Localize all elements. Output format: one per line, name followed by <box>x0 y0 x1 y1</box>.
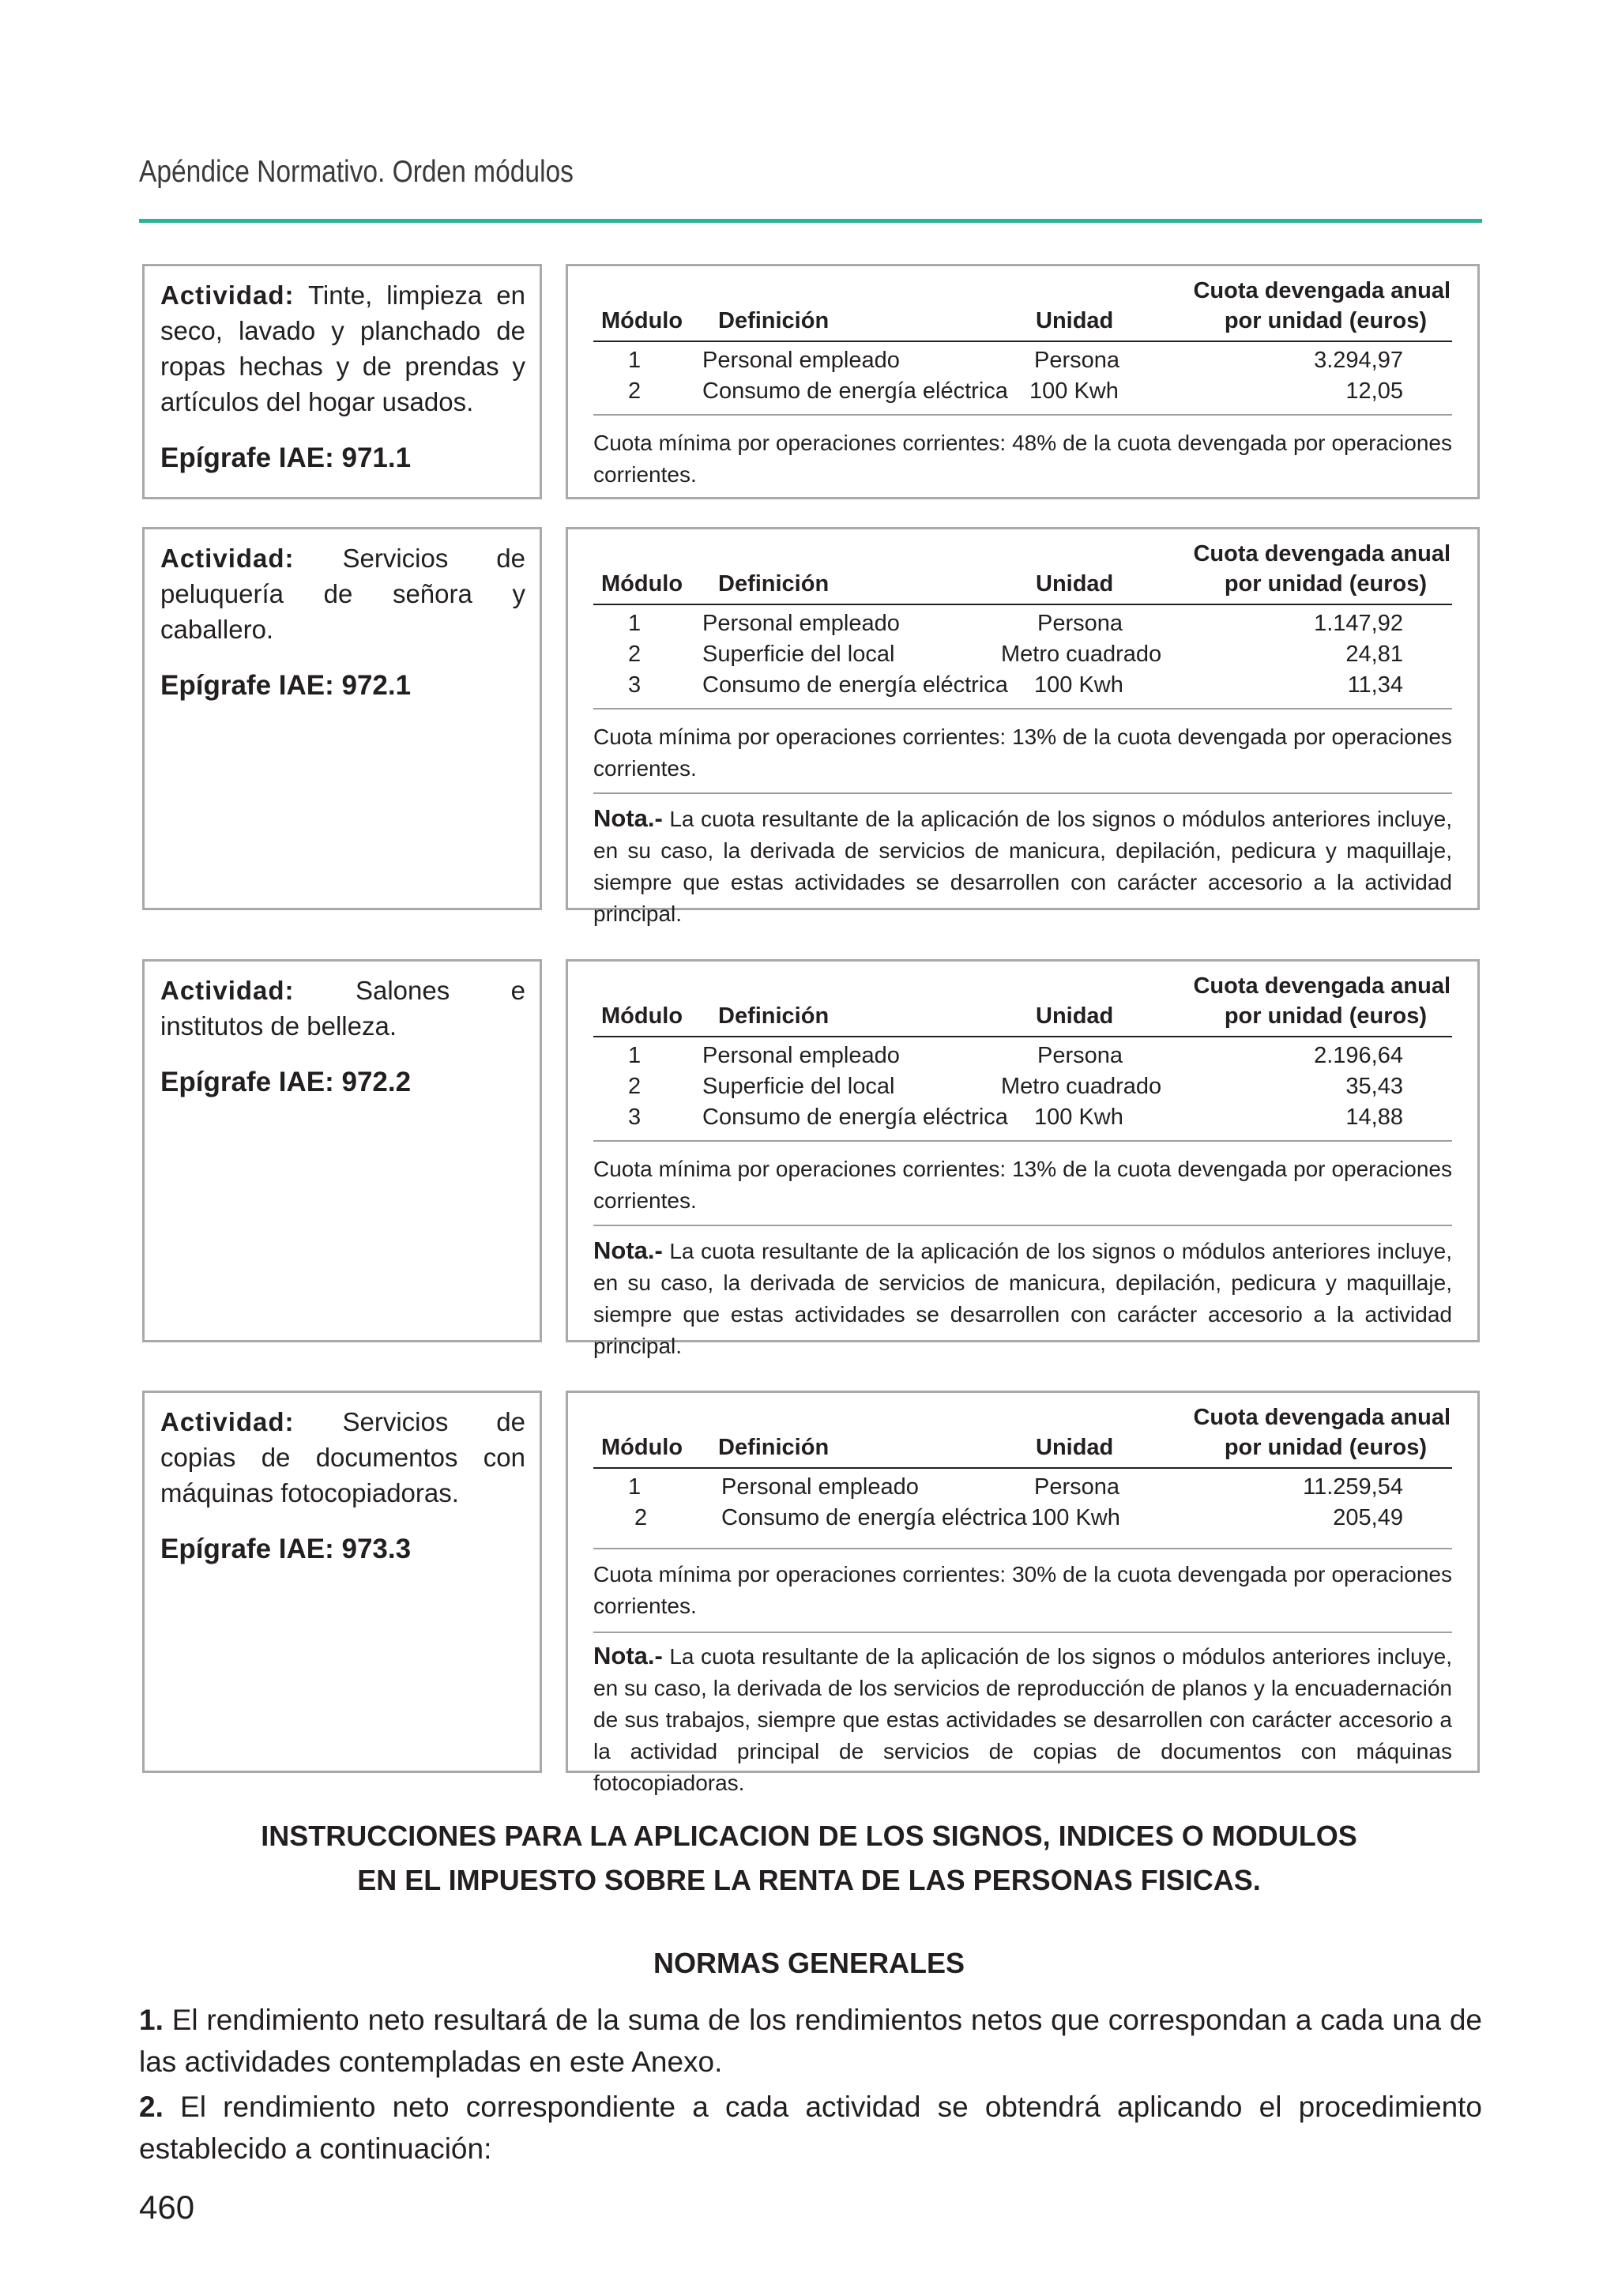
instructions-heading: INSTRUCCIONES PARA LA APLICACION DE LOS SIGNOS, INDICES O MODULOS EN EL IMPUESTO SOBRE LA RENTA DE LAS PERSONAS FISICAS. <box>261 1820 1357 1896</box>
section-rule <box>593 1225 1452 1226</box>
table-row: 2 Consumo de energía eléctrica 100 Kwh 205,49 <box>634 1505 1403 1530</box>
col-cuota-2: por unidad (euros) <box>1224 571 1427 597</box>
table-row: 1 Personal empleado Persona 11.259,54 <box>628 1474 1403 1500</box>
col-unidad: Unidad <box>1036 308 1114 333</box>
table-rule <box>593 341 1452 342</box>
table-row: 3 Consumo de energía eléctrica 100 Kwh 14,88 <box>628 1105 1403 1130</box>
section-rule <box>593 1632 1452 1633</box>
cuota-minima: Cuota mínima por operaciones corrientes: 13% de la cuota devengada por operaciones corrientes. <box>593 725 1452 781</box>
table-row: 2 Consumo de energía eléctrica 100 Kwh 12,05 <box>628 378 1403 404</box>
col-cuota-1: Cuota devengada anual <box>1193 1405 1451 1430</box>
col-cuota-2: por unidad (euros) <box>1224 1003 1427 1029</box>
col-unidad: Unidad <box>1036 1003 1114 1029</box>
cuota-minima: Cuota mínima por operaciones corrientes: 30% de la cuota devengada por operaciones corrientes. <box>593 1562 1452 1618</box>
col-cuota-2: por unidad (euros) <box>1224 308 1427 333</box>
col-modulo: Módulo <box>601 1003 683 1029</box>
section-rule <box>593 1140 1452 1142</box>
col-unidad: Unidad <box>1036 571 1114 597</box>
activity-description: Actividad: Servicios de copias de documentos con máquinas fotocopiadoras. <box>160 1407 526 1507</box>
col-definicion: Definición <box>718 308 830 333</box>
epigrafe-label: Epígrafe IAE: 971.1 <box>160 442 412 473</box>
modules-box-1 <box>566 264 1480 499</box>
col-unidad: Unidad <box>1036 1435 1114 1460</box>
col-cuota-2: por unidad (euros) <box>1224 1435 1427 1460</box>
col-definicion: Definición <box>718 1435 830 1460</box>
epigrafe-label: Epígrafe IAE: 972.1 <box>160 670 412 701</box>
nota: Nota.- La cuota resultante de la aplicación de los signos o módulos anteriores incluye, en su caso, la derivada de servicios de manicura, depilación, pedicura y maquillaje, siempre que estas actividades se desarrollen con carácter accesorio a la actividad principal. <box>593 1236 1452 1358</box>
section-rule <box>593 708 1452 710</box>
table-row: 1 Personal empleado Persona 3.294,97 <box>628 348 1403 373</box>
epigrafe-label: Epígrafe IAE: 973.3 <box>160 1534 412 1564</box>
table-rule <box>593 1467 1452 1469</box>
running-header: Apéndice Normativo. Orden módulos <box>139 155 574 189</box>
nota: Nota.- La cuota resultante de la aplicación de los signos o módulos anteriores incluye, en su caso, la derivada de servicios de manicura, depilación, pedicura y maquillaje, siempre que estas actividades se desarrollen con carácter accesorio a la actividad principal. <box>593 804 1452 926</box>
nota: Nota.- La cuota resultante de la aplicación de los signos o módulos anteriores incluye, en su caso, la derivada de los servicios de reproducción de planos y la encuadernación de sus trabajos, siempre que estas actividades se desarrollen con carácter accesorio a la actividad principal de servicios de copias de documentos con máquinas fotocopiadoras. <box>593 1642 1452 1795</box>
paragraph-2: 2. El rendimiento neto correspondiente a cada actividad se obtendrá aplicando el procedimiento establecido a continuación: <box>139 2091 1482 2165</box>
activity-description: Actividad: Tinte, limpieza en seco, lavado y planchado de ropas hechas y de prendas y artículos del hogar usados. <box>160 280 525 416</box>
cuota-minima: Cuota mínima por operaciones corrientes: 13% de la cuota devengada por operaciones corrientes. <box>593 1157 1452 1213</box>
activity-description: Actividad: Servicios de peluquería de señora y caballero. <box>160 544 526 644</box>
normas-generales-heading: NORMAS GENERALES <box>653 1947 965 1979</box>
col-modulo: Módulo <box>601 1435 683 1460</box>
page-number: 460 <box>139 2189 195 2226</box>
col-cuota-1: Cuota devengada anual <box>1193 541 1451 566</box>
paragraph-1: 1. El rendimiento neto resultará de la suma de los rendimientos netos que correspondan a cada una de las actividades contempladas en este Anexo. <box>139 2004 1482 2078</box>
table-row: 1 Personal empleado Persona 1.147,92 <box>628 611 1403 636</box>
activity-box-1 <box>142 264 542 499</box>
header-rule <box>139 219 1482 223</box>
section-rule <box>593 414 1452 416</box>
col-modulo: Módulo <box>601 308 683 333</box>
table-row: 1 Personal empleado Persona 2.196,64 <box>628 1043 1403 1068</box>
activity-box-4 <box>142 1391 542 1773</box>
col-cuota-1: Cuota devengada anual <box>1193 973 1451 999</box>
table-row: 2 Superficie del local Metro cuadrado 24,81 <box>628 642 1403 667</box>
col-definicion: Definición <box>718 1003 830 1029</box>
modules-box-3 <box>566 959 1480 1358</box>
activity-box-3 <box>142 959 542 1342</box>
cuota-minima: Cuota mínima por operaciones corrientes: 48% de la cuota devengada por operaciones corrientes. <box>593 431 1452 487</box>
modules-box-4 <box>566 1391 1480 1795</box>
modules-box-2 <box>566 527 1480 926</box>
col-modulo: Módulo <box>601 571 683 597</box>
table-row: 2 Superficie del local Metro cuadrado 35,43 <box>628 1074 1403 1099</box>
col-definicion: Definición <box>718 571 830 597</box>
table-rule <box>593 1036 1452 1037</box>
activity-box-2 <box>142 527 542 910</box>
table-rule <box>593 604 1452 605</box>
activity-description: Actividad: Salones e institutos de belleza. <box>160 976 526 1041</box>
epigrafe-label: Epígrafe IAE: 972.2 <box>160 1067 412 1097</box>
table-row: 3 Consumo de energía eléctrica 100 Kwh 11,34 <box>628 672 1403 698</box>
section-rule <box>593 792 1452 794</box>
col-cuota-1: Cuota devengada anual <box>1193 278 1451 303</box>
section-rule <box>593 1548 1452 1549</box>
